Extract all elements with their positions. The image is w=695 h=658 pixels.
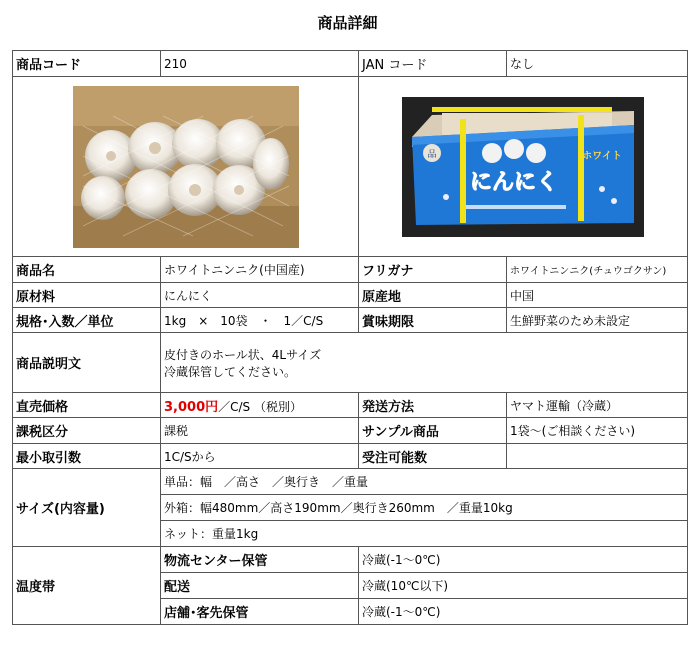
svg-text:品: 品 <box>427 149 437 160</box>
label-jan: JAN コード <box>359 51 507 77</box>
label-order-capacity: 受注可能数 <box>359 444 507 469</box>
value-origin: 中国 <box>507 283 688 308</box>
description-line-2: 冷蔵保管してください。 <box>164 364 297 379</box>
value-jan: なし <box>507 51 688 77</box>
value-size-outer-box: 外箱：幅480mm／高さ190mm／奥行き260mm ／重量10kg <box>161 495 688 521</box>
value-furigana: ホワイトニンニク(チュウゴクサン) <box>507 257 688 283</box>
label-material: 原材料 <box>13 283 161 308</box>
description-line-1: 皮付きのホール状、4Lサイズ <box>164 347 322 362</box>
value-minimum: 1C/Sから <box>161 444 359 469</box>
label-tax: 課税区分 <box>13 418 161 444</box>
label-name: 商品名 <box>13 257 161 283</box>
value-temp-delivery: 冷蔵(10℃以下) <box>359 573 688 599</box>
box-photo-cell <box>359 77 688 257</box>
value-name: ホワイトニンニク(中国産) <box>161 257 359 283</box>
row-tax <box>13 418 688 444</box>
value-expiry: 生鮮野菜のため未設定 <box>507 308 688 333</box>
label-furigana: フリガナ <box>359 257 507 283</box>
value-tax: 課税 <box>161 418 359 444</box>
box-brand-text: にんにく <box>469 169 559 195</box>
label-shipping: 発送方法 <box>359 393 507 418</box>
price-unit: ／C/S （税別） <box>218 399 302 414</box>
value-shipping: ヤマト運輸（冷蔵） <box>507 393 688 418</box>
price-amount: 3,000円 <box>164 399 219 415</box>
box-tag-text: ホワイト <box>582 150 622 162</box>
value-temp-center: 冷蔵(-1～0℃) <box>359 547 688 573</box>
row-images <box>13 77 688 257</box>
label-expiry: 賞味期限 <box>359 308 507 333</box>
label-size: サイズ(内容量) <box>13 469 161 547</box>
garlic-photo-cell <box>13 77 359 257</box>
label-temp-store: 店舗･客先保管 <box>161 599 359 625</box>
label-unit: 規格･入数／単位 <box>13 308 161 333</box>
row-temp-1 <box>13 547 688 573</box>
value-code: 210 <box>161 51 359 77</box>
value-sample: 1袋～(ご相談ください) <box>507 418 688 444</box>
row-unit <box>13 308 688 333</box>
value-material: にんにく <box>161 283 359 308</box>
label-price: 直売価格 <box>13 393 161 418</box>
label-temp-center: 物流センター保管 <box>161 547 359 573</box>
label-sample: サンプル商品 <box>359 418 507 444</box>
value-order-capacity <box>507 444 688 469</box>
row-code <box>13 51 688 77</box>
row-description <box>13 333 688 393</box>
label-origin: 原産地 <box>359 283 507 308</box>
label-minimum: 最小取引数 <box>13 444 161 469</box>
garlic-box-photo <box>402 97 644 237</box>
value-size-net: ネット：重量1kg <box>161 521 688 547</box>
page-title: 商品詳細 <box>317 14 378 32</box>
garlic-photo <box>73 86 299 248</box>
label-temp-delivery: 配送 <box>161 573 359 599</box>
value-price <box>161 393 359 418</box>
row-name <box>13 257 688 283</box>
label-code: 商品コード <box>13 51 161 77</box>
row-material <box>13 283 688 308</box>
row-minimum <box>13 444 688 469</box>
label-description: 商品説明文 <box>13 333 161 393</box>
value-size-single: 単品：幅 ／高さ ／奥行き ／重量 <box>161 469 688 495</box>
row-size-1 <box>13 469 688 495</box>
row-price <box>13 393 688 418</box>
product-spec-table <box>12 50 688 625</box>
value-unit: 1kg × 10袋 ・ 1／C/S <box>161 308 359 333</box>
label-temperature: 温度帯 <box>13 547 161 625</box>
value-description <box>161 333 688 393</box>
value-temp-store: 冷蔵(-1～0℃) <box>359 599 688 625</box>
